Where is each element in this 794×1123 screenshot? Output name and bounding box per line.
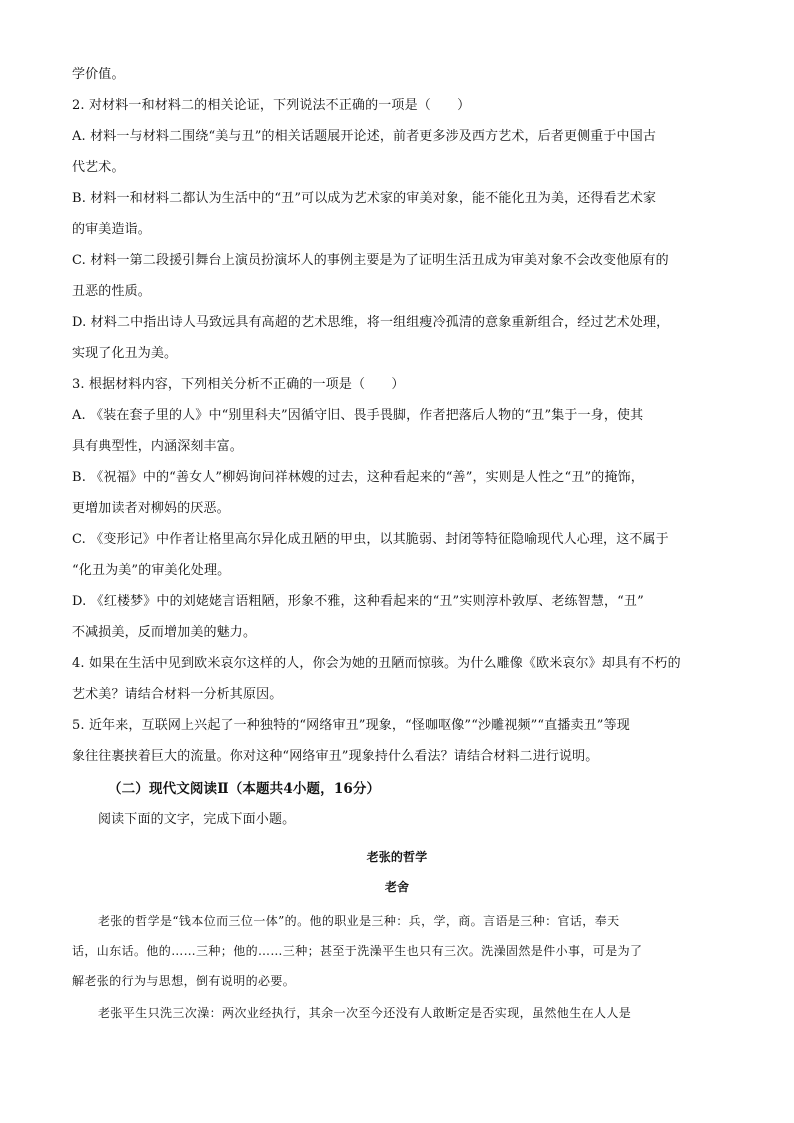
q2-option-c: C. 材料一第二段援引舞台上演员扮演坏人的事例主要是为了证明生活丑成为审美对象不会改变他原有的: [72, 253, 669, 268]
section-heading: （二）现代文阅读Ⅱ（本题共4小题，16分）: [108, 781, 381, 797]
story-paragraph-line: 解老张的行为与思想，倒有说明的必要。: [72, 974, 296, 988]
q2-option-d: D. 材料二中指出诗人马致远具有高超的艺术思维，将一组组瘦冷孤清的意象重新组合，经过艺术处理，: [72, 315, 670, 330]
question-4: 4. 如果在生活中见到欧米哀尔这样的人，你会为她的丑陋而惊骇。为什么雕像《欧米哀尔》却具有不朽的: [72, 656, 681, 671]
q3-option-a: A. 《装在套子里的人》中“别里科夫”因循守旧、畏手畏脚，作者把落后人物的“丑”集于一身，使其: [72, 408, 644, 423]
q3-option-c: C. 《变形记》中作者让格里高尔异化成丑陋的甲虫，以其脆弱、封闭等特征隐喻现代人心理，这不属于: [72, 532, 669, 547]
text-line: 学价值。: [72, 67, 125, 82]
question-3-stem: 3. 根据材料内容，下列相关分析不正确的一项是（ ）: [72, 377, 405, 392]
story-paragraph-line: 老张平生只洗三次澡：两次业经执行，其余一次至今还没有人敢断定是否实现，虽然他生在人人是: [98, 1006, 632, 1020]
text-line: “化丑为美”的审美化处理。: [72, 563, 231, 578]
text-line: 具有典型性，内涵深刻丰富。: [72, 439, 243, 454]
text-line: 代艺术。: [72, 160, 125, 175]
story-paragraph-line: 老张的哲学是“钱本位而三位一体”的。他的职业是三种：兵，学，商。言语是三种：官话，奉天: [98, 914, 620, 928]
text-line: 丑恶的性质。: [72, 284, 151, 299]
question-2-stem: 2. 对材料一和材料二的相关论证，下列说法不正确的一项是（ ）: [72, 98, 471, 113]
q3-option-d: D. 《红楼梦》中的刘姥姥言语粗陋，形象不雅，这种看起来的“丑”实则淳朴敦厚、老练智慧，“丑”: [72, 594, 644, 609]
story-title: 老张的哲学: [366, 850, 428, 864]
text-line: 实现了化丑为美。: [72, 346, 178, 361]
text-line: 艺术美？请结合材料一分析其原因。: [72, 687, 283, 702]
q2-option-b: B. 材料一和材料二都认为生活中的“丑”可以成为艺术家的审美对象，能不能化丑为美，还得看艺术家: [72, 191, 657, 206]
story-paragraph-line: 话，山东话。他的……三种；他的……三种；甚至于洗澡平生也只有三次。洗澡固然是件小事，可是为了: [72, 944, 643, 958]
question-5: 5. 近年来，互联网上兴起了一种独特的“网络审丑”现象，“怪咖呕像”“沙雕视频”“直播卖丑”等现: [72, 718, 630, 733]
q2-option-a: A. 材料一与材料二围绕“美与丑”的相关话题展开论述，前者更多涉及西方艺术，后者更侧重于中国古: [72, 129, 656, 144]
reading-instruction: 阅读下面的文字，完成下面小题。: [98, 812, 296, 827]
text-line: 象往往裹挟着巨大的流量。你对这种“网络审丑”现象持什么看法？请结合材料二进行说明。: [72, 749, 599, 764]
q3-option-b: B. 《祝福》中的“善女人”柳妈询问祥林嫂的过去，这种看起来的“善”，实则是人性之“丑”的掩饰，: [72, 470, 644, 485]
text-line: 更增加读者对柳妈的厌恶。: [72, 501, 230, 516]
story-author: 老舍: [384, 880, 410, 894]
text-line: 的审美造诣。: [72, 222, 151, 237]
text-line: 不减损美，反而增加美的魅力。: [72, 625, 257, 640]
